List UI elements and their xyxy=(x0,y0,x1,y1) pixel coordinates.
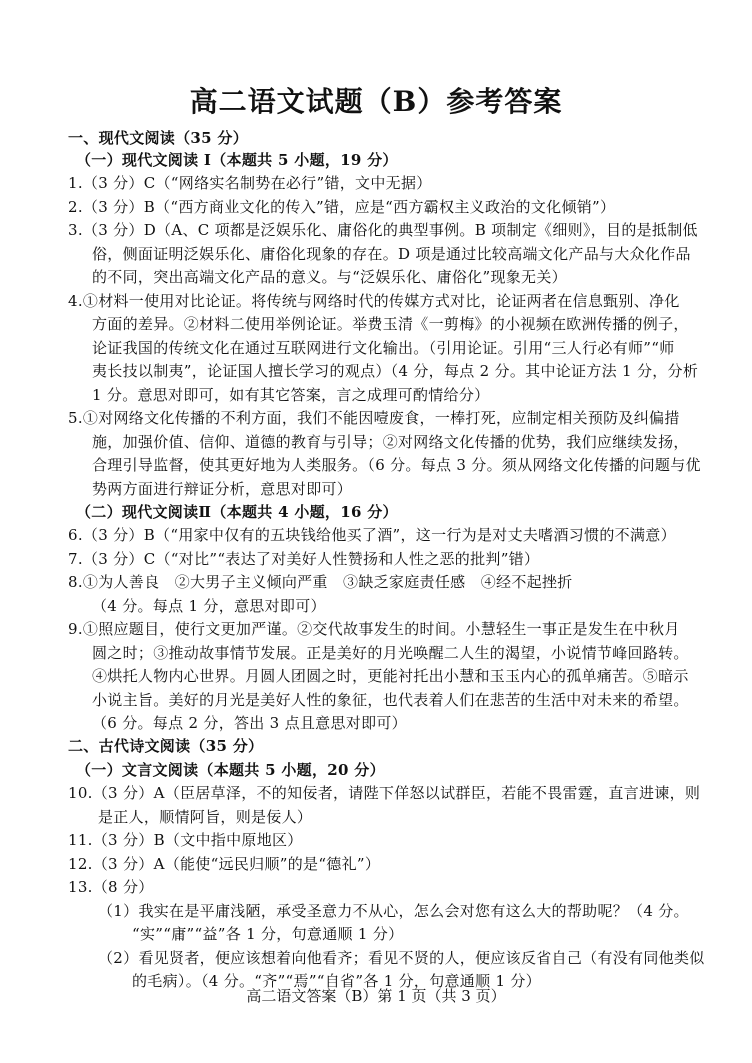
answer-line: 7.（3 分）C（“对比”“表达了对美好人性赞扬和人性之恶的批判”错） xyxy=(68,550,540,568)
page-footer: 高二语文答案（B）第 1 页（共 3 页） xyxy=(246,987,506,1005)
answer-line: 1 分。意思对即可，如有其它答案，言之成理可酌情给分） xyxy=(92,386,490,404)
answer-line: 10.（3 分）A（臣居草泽，不的知佞者，请陛下佯怒以试群臣，若能不畏雷霆，直言进谏，则 xyxy=(68,784,701,802)
answer-line: 是正人，顺情阿旨，则是佞人） xyxy=(98,808,313,826)
section-heading: （一）文言文阅读（本题共 5 小题，20 分） xyxy=(76,761,385,779)
answer-line: 方面的差异。②材料二使用举例论证。举费玉清《一剪梅》的小视频在欧洲传播的例子， xyxy=(92,315,689,333)
answer-line: ④烘托人物内心世界。月圆人团圆之时，更能衬托出小慧和玉玉内心的孤单痛苦。⑤暗示 xyxy=(92,667,689,685)
answer-line: 圆之时；③推动故事情节发展。正是美好的月光唤醒二人生的渴望，小说情节峰回路转。 xyxy=(92,644,689,662)
answer-line: 论证我国的传统文化在通过互联网进行文化输出。（引用论证。引用“三人行必有师”“师 xyxy=(92,339,675,357)
answer-line: 施，加强价值、信仰、道德的教育与引导；②对网络文化传播的优势，我们应继续发扬， xyxy=(92,433,689,451)
section-heading: （一）现代文阅读 I（本题共 5 小题，19 分） xyxy=(76,151,398,169)
answer-line: 的不同，突出高端文化产品的意义。与“泛娱乐化、庸俗化”现象无关） xyxy=(92,268,567,286)
answer-line: 12.（3 分）A（能使“远民归顺”的是“德礼”） xyxy=(68,855,381,873)
answer-line: 6.（3 分）B（“用家中仅有的五块钱给他买了酒”，这一行为是对丈夫嗜酒习惯的不满意） xyxy=(68,526,676,544)
section-heading: 一、现代文阅读（35 分） xyxy=(68,129,248,147)
answer-line: 9.①照应题目，使行文更加严谨。②交代故事发生的时间。小慧轻生一事正是发生在中秋月 xyxy=(68,620,680,638)
answer-line: （2）看见贤者，便应该想着向他看齐；看见不贤的人，便应该反省自己（有没有同他类似 xyxy=(98,949,705,967)
answer-line: “实”“庸”“益”各 1 分，句意通顺 1 分） xyxy=(132,925,404,943)
answer-line: 5.①对网络文化传播的不利方面，我们不能因噎废食，一棒打死，应制定相关预防及纠偏措 xyxy=(68,409,680,427)
answer-line: 的毛病）。（4 分。“齐”“焉”“自省”各 1 分，句意通顺 1 分） xyxy=(132,972,541,990)
answer-line: 俗，侧面证明泛娱乐化、庸俗化现象的存在。D 项是通过比较高端文化产品与大众化作品 xyxy=(92,245,691,263)
answer-line: 3.（3 分）D（A、C 项都是泛娱乐化、庸俗化的典型事例。B 项制定《细则》，目的是抵制低 xyxy=(68,221,698,239)
answer-line: 11.（3 分）B（文中指中原地区） xyxy=(68,831,303,849)
answer-line: （6 分。每点 2 分，答出 3 点且意思对即可） xyxy=(92,714,407,732)
answer-line: 8.①为人善良 ②大男子主义倾向严重 ③缺乏家庭责任感 ④经不起挫折 xyxy=(68,573,573,591)
answer-line: 势两方面进行辩证分析，意思对即可） xyxy=(92,480,353,498)
section-heading: （二）现代文阅读Ⅱ（本题共 4 小题，16 分） xyxy=(76,503,398,521)
section-heading: 二、古代诗文阅读（35 分） xyxy=(68,737,264,755)
answer-line: 合理引导监督，使其更好地为人类服务。（6 分。每点 3 分。须从网络文化传播的问题与优 xyxy=(92,456,701,474)
answer-line: （1）我实在是平庸浅陋，承受圣意力不从心，怎么会对您有这么大的帮助呢？（4 分。 xyxy=(98,902,689,920)
answer-line: 小说主旨。美好的月光是美好人性的象征，也代表着人们在悲苦的生活中对未来的希望。 xyxy=(92,691,689,709)
answer-line: 夷长技以制夷”，论证国人擅长学习的观点）（4 分，每点 2 分。其中论证方法 1 分，分析 xyxy=(92,362,699,380)
answer-line: （4 分。每点 1 分，意思对即可） xyxy=(92,597,326,615)
answer-line: 2.（3 分）B（“西方商业文化的传入”错，应是“西方霸权主义政治的文化倾销”） xyxy=(68,198,616,216)
page-title: 高二语文试题（B）参考答案 xyxy=(189,85,563,118)
answer-line: 13.（8 分） xyxy=(68,878,154,896)
answer-line: 1.（3 分）C（“网络实名制势在必行”错，文中无据） xyxy=(68,174,432,192)
answer-line: 4.①材料一使用对比论证。将传统与网络时代的传媒方式对比，论证两者在信息甄别、净化 xyxy=(68,292,680,310)
